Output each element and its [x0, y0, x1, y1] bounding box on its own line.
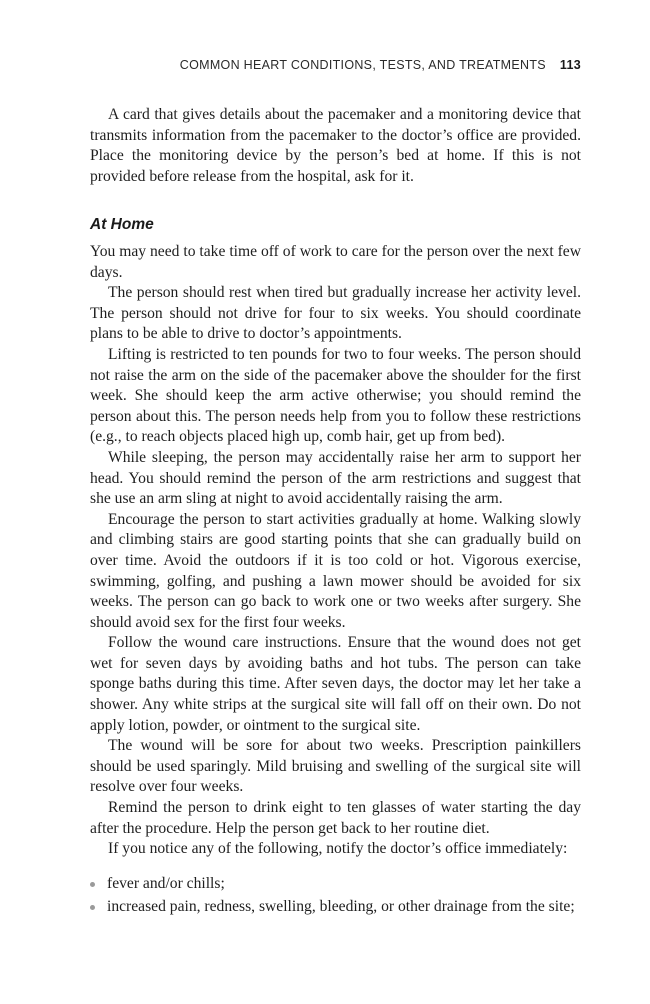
- bullet-dot-icon: [90, 905, 95, 910]
- paragraph: While sleeping, the person may accidentally raise her arm to support her head. You should remind the person of the arm restrictions and suggest that she use an arm sling at night to avoid accidentally raising the arm.: [90, 448, 581, 508]
- bullet-list: [90, 874, 581, 919]
- paragraph: The person should rest when tired but gradually increase her activity level. The person should not drive for four to six weeks. You should coordinate plans to be able to drive to doctor’s appointments.: [90, 284, 581, 343]
- running-head: [90, 58, 581, 78]
- intro-block: [90, 105, 581, 187]
- list-item-text: increased pain, redness, swelling, bleeding, or other drainage from the site;: [107, 897, 575, 915]
- section-heading: At Home: [90, 216, 154, 233]
- list-item: [90, 897, 581, 918]
- intro-paragraph: A card that gives details about the pacemaker and a monitoring device that transmits information from the pacemaker to the doctor’s office are provided. Place the monitoring device by the person’s bed at home. If this is not provided before release from the hospital, ask for it.: [90, 106, 581, 185]
- paragraph: If you notice any of the following, notify the doctor’s office immediately:: [108, 840, 568, 858]
- paragraph: Remind the person to drink eight to ten glasses of water starting the day after the procedure. Help the person get back to her routine diet.: [90, 799, 581, 837]
- paragraph: Follow the wound care instructions. Ensure that the wound does not get wet for seven days by avoiding baths and hot tubs. The person can take sponge baths during this time. After seven days, the doctor may let her take a shower. Any white strips at the surgical site will fall off on their own. Do not apply lotion, powder, or ointment to the surgical site.: [90, 634, 581, 734]
- running-head-title: COMMON HEART CONDITIONS, TESTS, AND TREATMENTS: [179, 58, 546, 72]
- page-number: 113: [559, 58, 581, 72]
- paragraph: You may need to take time off of work to care for the person over the next few days.: [90, 243, 581, 281]
- paragraph: The wound will be sore for about two weeks. Prescription painkillers should be used sparingly. Mild bruising and swelling of the surgical site will resolve over four weeks.: [90, 737, 581, 796]
- list-item: [90, 874, 581, 895]
- bullet-dot-icon: [90, 882, 95, 887]
- list-item-text: fever and/or chills;: [107, 875, 225, 892]
- section-body: [90, 242, 581, 860]
- paragraph: Encourage the person to start activities gradually at home. Walking slowly and climbing stairs are good starting points that she can gradually build on over time. Avoid the outdoors if it is too cold or hot. Vigorous exercise, swimming, golfing, and pushing a lawn mower should be avoided for six weeks. The person can go back to work one or two weeks after surgery. She should avoid sex for the first four weeks.: [90, 510, 581, 631]
- paragraph: Lifting is restricted to ten pounds for two to four weeks. The person should not raise the arm on the side of the pacemaker above the shoulder for the first week. She should keep the arm active otherwise; you should remind the person about this. The person needs help from you to follow these restrictions (e.g., to reach objects placed high up, comb hair, get up from bed).: [90, 345, 581, 446]
